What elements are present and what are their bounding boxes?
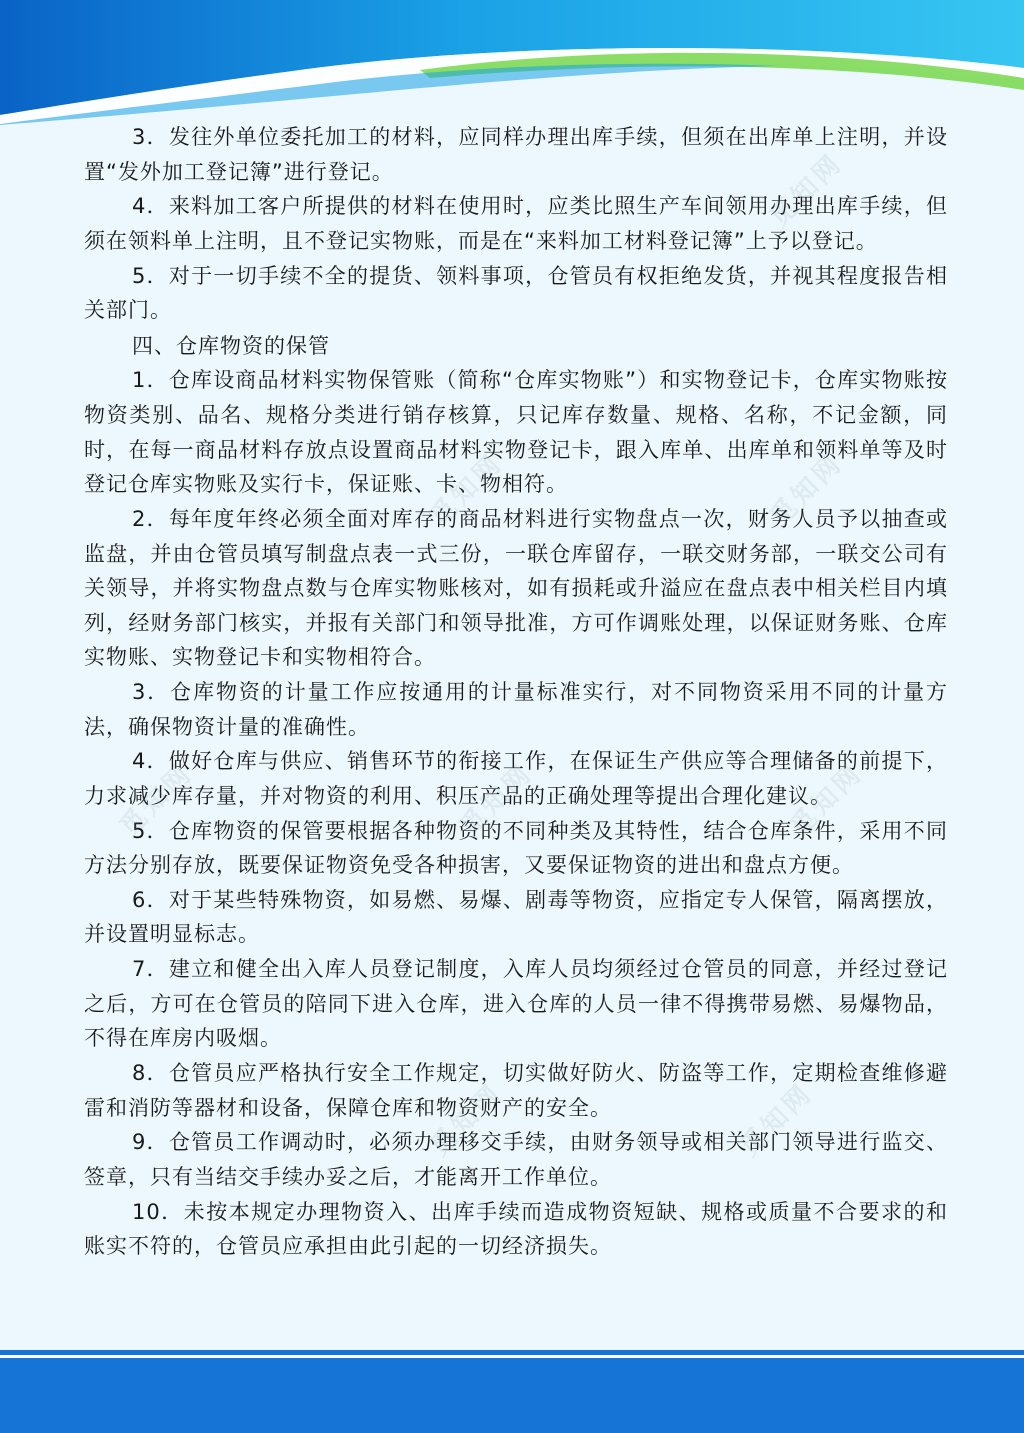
paragraph-storage-10: 10．未按本规定办理物资入、出库手续而造成物资短缺、规格或质量不合要求的和账实不符的，仓管员应承担由此引起的一切经济损失。 [84, 1199, 948, 1259]
section-heading-storage: 四、仓库物资的保管 [132, 333, 330, 358]
footer-band-decoration [0, 1350, 1024, 1433]
paragraph-storage-6: 6．对于某些特殊物资，如易燃、易爆、剧毒等物资，应指定专人保管，隔离摆放，并设置明显标志。 [84, 887, 948, 947]
watermark: 觅知网 [424, 1077, 510, 1163]
paragraph-storage-3: 3．仓库物资的计量工作应按通用的计量标准实行，对不同物资采用不同的计量方法，确保物资计量的准确性。 [84, 679, 948, 739]
paragraph-storage-1: 1．仓库设商品材料实物保管账（简称“仓库实物账”）和实物登记卡，仓库实物账按物资类别、品名、规格分类进行销存核算，只记库存数量、规格、名称，不记金额，同时，在每一商品材料存放点设置商品材料实物登记卡，跟入库单、出库单和领料单等及时登记仓库实物账及实行卡，保证账、卡、物相符。 [84, 368, 948, 497]
paragraph-storage-8: 8．仓管员应严格执行安全工作规定，切实做好防火、防盗等工作，定期检查维修避雷和消防等器材和设备，保障仓库和物资财产的安全。 [84, 1060, 948, 1120]
watermark: 觅知网 [764, 147, 850, 233]
watermark: 觅知网 [424, 447, 510, 533]
header-wave-decoration [0, 0, 1024, 125]
watermark: 觅知网 [784, 757, 870, 843]
paragraph-storage-5: 5．仓库物资的保管要根据各种物资的不同种类及其特性，结合仓库条件，采用不同方法分别存放，既要保证物资免受各种损害，又要保证物资的进出和盘点方便。 [84, 818, 948, 878]
watermark: 觅知网 [734, 1077, 820, 1163]
watermark: 觅知网 [454, 757, 540, 843]
paragraph-storage-7: 7．建立和健全出入库人员登记制度，入库人员均须经过仓管员的同意，并经过登记之后，方可在仓管员的陪同下进入仓库，进入仓库的人员一律不得携带易燃、易爆物品，不得在库房内吸烟。 [84, 957, 948, 1051]
paragraph-storage-9: 9．仓管员工作调动时，必须办理移交手续，由财务领导或相关部门领导进行监交、签章，只有当结交手续办妥之后，才能离开工作单位。 [84, 1130, 948, 1189]
watermark: 觅知网 [114, 757, 200, 843]
paragraph-storage-4: 4．做好仓库与供应、销售环节的衔接工作，在保证生产供应等合理储备的前提下，力求减少库存量，并对物资的利用、积压产品的正确处理等提出合理化建议。 [84, 749, 948, 808]
watermark: 觅知网 [764, 447, 850, 533]
paragraph-5-incomplete-procedures: 5．对于一切手续不全的提货、领料事项，仓管员有权拒绝发货，并视其程度报告相关部门。 [84, 263, 948, 323]
paragraph-3-outsourcing: 3．发往外单位委托加工的材料，应同样办理出库手续，但须在出库单上注明，并设置“发外加工登记簿”进行登记。 [84, 125, 948, 184]
paragraph-4-client-materials: 4．来料加工客户所提供的材料在使用时，应类比照生产车间领用办理出库手续，但须在领料单上注明，且不登记实物账，而是在“来料加工材料登记簿”上予以登记。 [84, 194, 948, 253]
paragraph-storage-2: 2．每年度年终必须全面对库存的商品材料进行实物盘点一次，财务人员予以抽查或监盘，并由仓管员填写制盘点表一式三份，一联仓库留存，一联交财务部，一联交公司有关领导，并将实物盘点数与仓库实物账核对，如有损耗或升溢应在盘点表中相关栏目内填列，经财务部门核实，并报有关部门和领导批准，方可作调账处理，以保证财务账、仓库实物账、实物登记卡和实物相符合。 [84, 506, 948, 670]
regulation-text [84, 120, 948, 1264]
